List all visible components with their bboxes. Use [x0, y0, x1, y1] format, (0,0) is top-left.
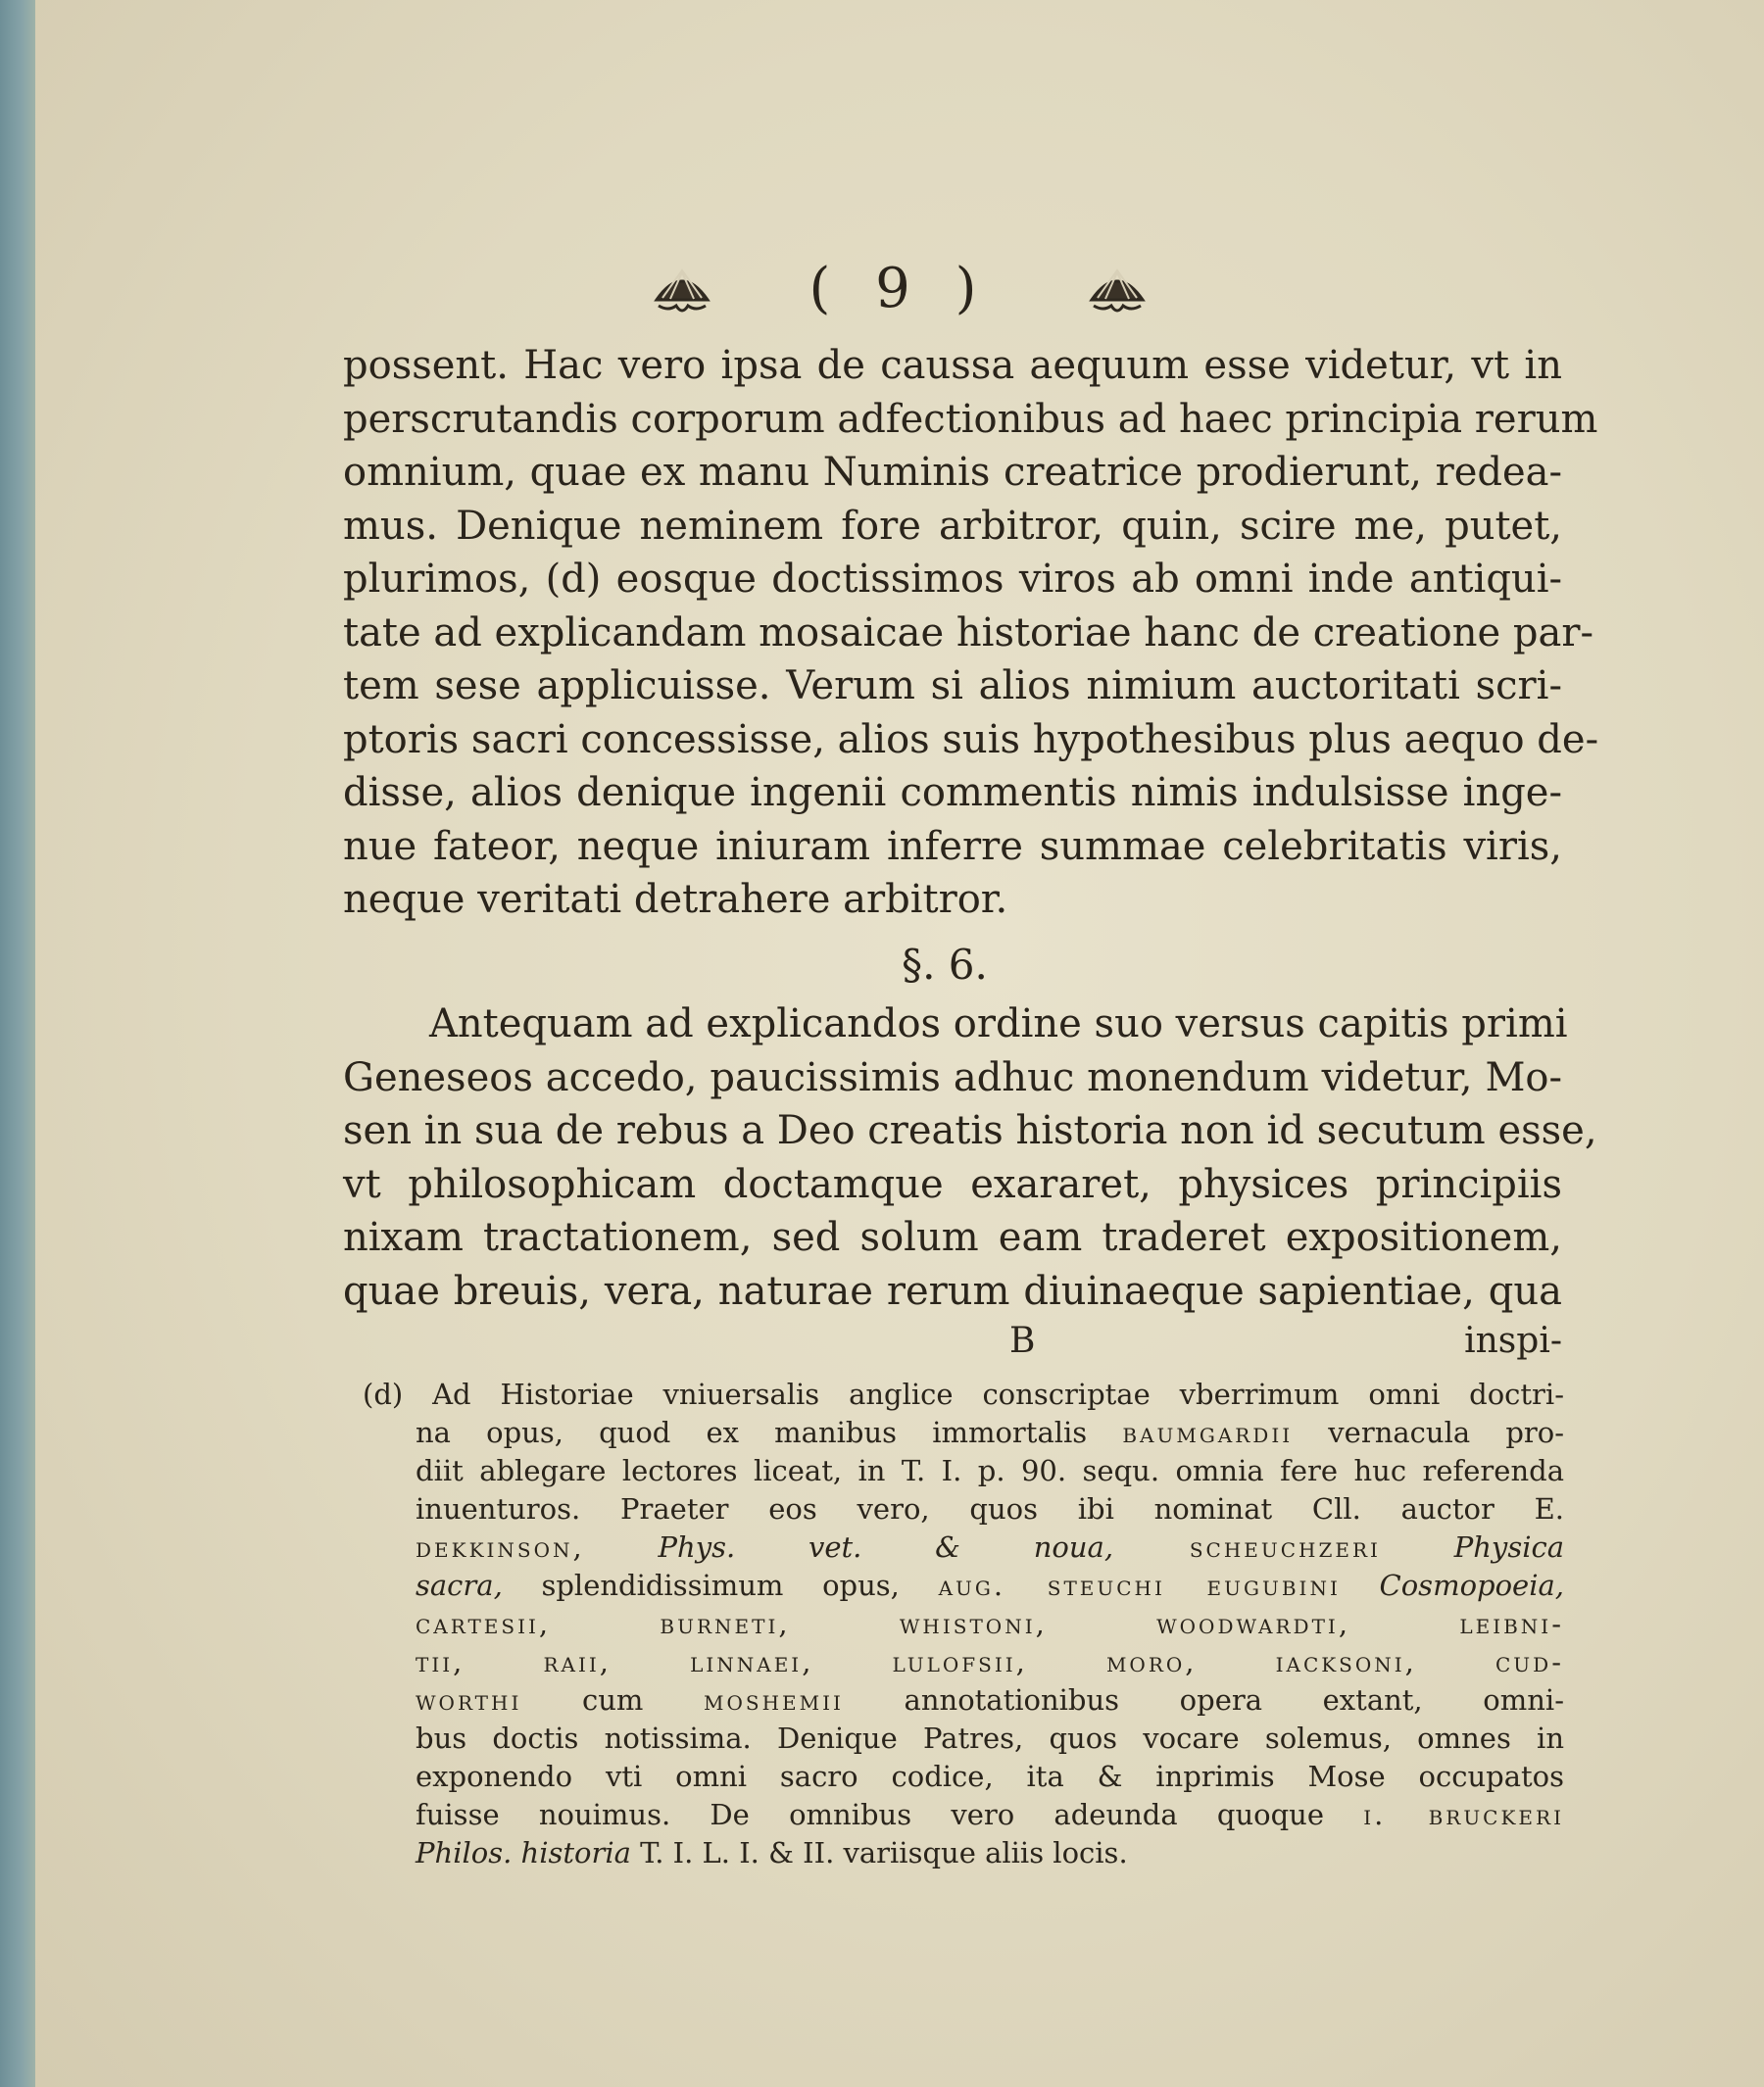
footnote-line: exponendo vti omni sacro codice, ita & inprimis Mose occupatos [416, 1760, 1564, 1793]
footnote-text: fuisse nouimus. De omnibus vero adeunda quoque [416, 1798, 1364, 1831]
footnote [363, 1376, 1564, 1872]
footnote-line [363, 1529, 1564, 1567]
author-name: aug. steuchi eugubini [938, 1569, 1341, 1602]
text-line: ptoris sacri concessisse, alios suis hypothesibus plus aequo de- [343, 716, 1599, 762]
footnote-line: (d) Ad Historiae vniuersalis anglice conscriptae vberrimum omni doctri- [363, 1378, 1564, 1411]
text-line: perscrutandis corporum adfectionibus ad haec principia rerum [343, 396, 1598, 442]
work-title: Philos. historia [416, 1836, 631, 1869]
footnote-line: inuenturos. Praeter eos vero, quos ibi nominat Cll. auctor E. [416, 1492, 1564, 1526]
shell-ornament-left-icon [649, 261, 715, 317]
footnote-line [363, 1796, 1564, 1834]
shell-ornament-right-icon [1084, 261, 1151, 317]
work-title: Phys. vet. & noua, [584, 1530, 1114, 1564]
book-page [35, 0, 1764, 2087]
paragraph-continued [343, 339, 1599, 927]
footnote-line: diit ablegare lectores liceat, in T. I. p. 90. sequ. omnia fere huc referenda [416, 1454, 1564, 1487]
signature-mark: B [1009, 1321, 1036, 1361]
binding-spine [0, 0, 35, 2087]
text-line: possent. Hac vero ipsa de caussa aequum esse videtur, vt in [343, 343, 1562, 388]
text-line: nue fateor, neque iniuram inferre summae celebritatis viris, [343, 823, 1562, 869]
footnote-line [363, 1605, 1564, 1643]
footnote-line [363, 1643, 1564, 1681]
author-name: baumgardii [1122, 1416, 1294, 1449]
text-line: quae breuis, vera, naturae rerum diuinaeque sapientiae, qua [343, 1268, 1562, 1314]
text-line: tem sese applicuisse. Verum si alios nimium auctoritati scri- [343, 663, 1562, 708]
text-line: neque veritati detrahere arbitror. [343, 877, 1008, 922]
author-names: tii, raii, linnaei, lulofsii, moro, iacksoni, cud- [416, 1645, 1564, 1678]
footnote-text: annotationibus opera extant, omni- [843, 1683, 1564, 1717]
text-line: vt philosophicam doctamque exararet, physices principiis [343, 1161, 1562, 1207]
footnote-text: splendidissimum opus, [502, 1569, 939, 1602]
work-title: sacra, [416, 1569, 503, 1602]
author-name: worthi [416, 1683, 522, 1717]
text-line: sen in sua de rebus a Deo creatis historia non id secutum esse, [343, 1108, 1597, 1153]
page-number: ( 9 ) [808, 257, 991, 320]
footnote-text: cum [521, 1683, 705, 1717]
work-title: Cosmopoeia, [1340, 1569, 1564, 1602]
author-name: scheuchzeri [1113, 1530, 1381, 1564]
text-line: plurimos, (d) eosque doctissimos viros ab omni inde antiqui- [343, 557, 1562, 602]
author-name: dekkinson, [416, 1530, 585, 1564]
author-name: moshemii [704, 1683, 844, 1717]
footnote-line [363, 1681, 1564, 1720]
signature-row [343, 1321, 1562, 1370]
footnote-text: T. I. L. I. & II. variisque aliis locis. [630, 1836, 1128, 1869]
text-line: tate ad explicandam mosaicae historiae hanc de creatione par- [343, 609, 1593, 655]
text-line: Geneseos accedo, paucissimis adhuc monendum videtur, Mo- [343, 1054, 1562, 1100]
footnote-text: vernacula pro- [1293, 1416, 1564, 1449]
footnote-text: na opus, quod ex manibus immortalis [416, 1416, 1123, 1449]
text-line: mus. Denique neminem fore arbitror, quin, scire me, putet, [343, 503, 1562, 549]
section-heading: §. 6. [902, 941, 988, 989]
paragraph-section-6 [343, 997, 1597, 1318]
footnote-line [363, 1567, 1564, 1605]
page-header [35, 253, 1764, 320]
text-line: disse, alios denique ingenii commentis nimis indulsisse inge- [343, 770, 1562, 815]
work-title: Physica [1380, 1530, 1565, 1564]
author-names: cartesii, burneti, whistoni, woodwardti, leibni- [416, 1607, 1564, 1640]
text-line: Antequam ad explicandos ordine suo versus capitis primi [429, 1001, 1568, 1046]
footnote-line: bus doctis notissima. Denique Patres, quos vocare solemus, omnes in [416, 1722, 1564, 1755]
footnote-line [363, 1414, 1564, 1452]
catchword: inspi- [1464, 1321, 1562, 1361]
text-line: omnium, quae ex manu Numinis creatrice prodierunt, redea- [343, 450, 1562, 495]
text-line: nixam tractationem, sed solum eam traderet expositionem, [343, 1215, 1562, 1260]
footnote-line [363, 1834, 1564, 1872]
author-name: i. bruckeri [1363, 1798, 1564, 1831]
